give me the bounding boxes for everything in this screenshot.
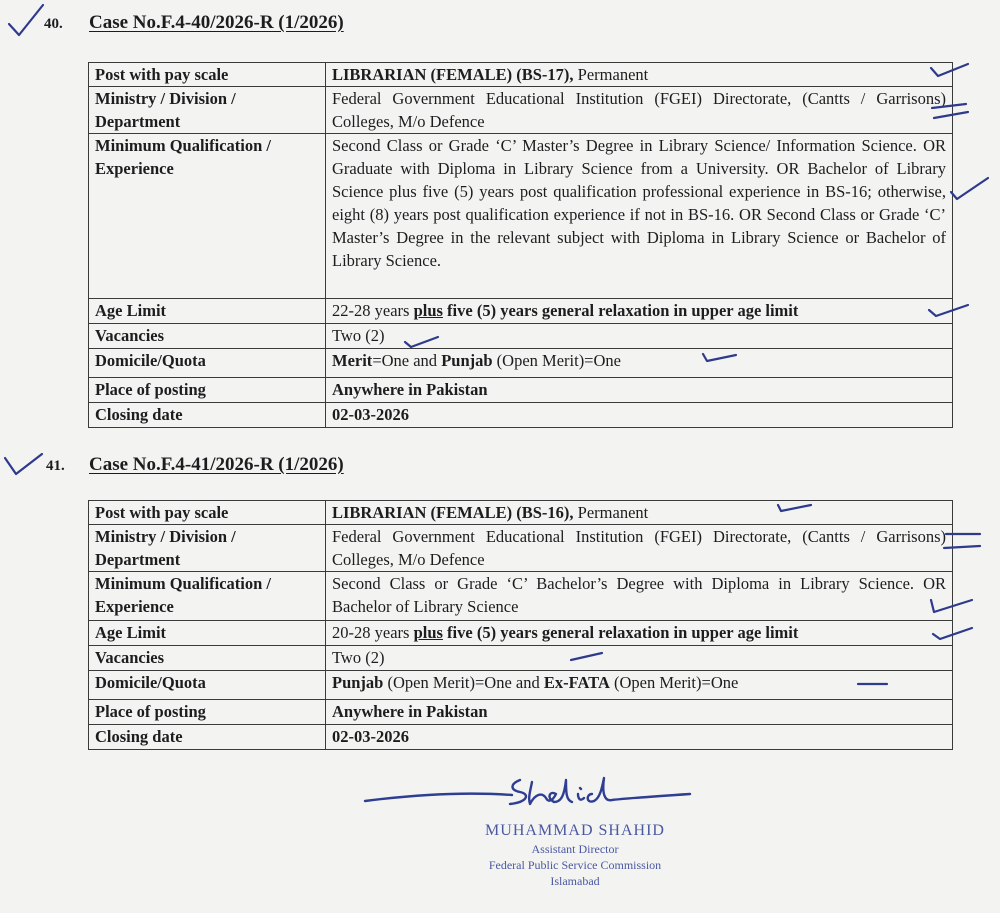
ministry-value: Federal Government Educational Institution (FGEI) Directorate, (Cantts / Garrisons) Colleges, M/o Defence	[326, 87, 953, 134]
stamp-organization: Federal Public Service Commission	[488, 858, 662, 872]
table-row	[89, 63, 953, 87]
case-number: 40.	[44, 16, 63, 32]
checkmark-icon	[930, 624, 976, 644]
qualification-value: Second Class or Grade ‘C’ Master’s Degree in Library Science/ Information Science. OR Graduate with Diploma in Library Science from a University. OR Bachelor of Library Science plus five (5) years post qualification professional experience in BS-16; otherwise, eight (8) years post qualification experience if not in BS-16. OR Second Class or Grade ‘C’ Master’s Degree in the relevant subject with Diploma in Library Science or Bachelor of Library Science.	[326, 134, 953, 299]
table-row	[89, 87, 953, 134]
table-row	[89, 700, 953, 725]
checkmark-icon	[775, 500, 815, 516]
closing-value: 02-03-2026	[326, 725, 953, 750]
vacancies-value: Two (2)	[326, 324, 953, 349]
checkmark-icon	[402, 334, 442, 350]
table-row	[89, 378, 953, 403]
checkmark-icon	[700, 350, 740, 366]
signature	[360, 768, 700, 818]
table-row	[89, 501, 953, 525]
table-row	[89, 725, 953, 750]
ministry-label: Ministry / Division / Department	[89, 525, 326, 572]
table-row	[89, 299, 953, 324]
stamp-designation: Assistant Director	[531, 842, 619, 856]
post-value: LIBRARIAN (FEMALE) (BS-17), Permanent	[326, 63, 953, 87]
checkmark-icon	[928, 60, 972, 80]
checkmark-icon	[2, 450, 46, 480]
table-row	[89, 646, 953, 671]
post-label: Post with pay scale	[89, 63, 326, 87]
age-label: Age Limit	[89, 299, 326, 324]
table-row	[89, 324, 953, 349]
table-row	[89, 403, 953, 428]
closing-label: Closing date	[89, 725, 326, 750]
closing-value: 02-03-2026	[326, 403, 953, 428]
case-table	[88, 62, 953, 428]
case-table	[88, 500, 953, 750]
vacancies-label: Vacancies	[89, 646, 326, 671]
table-row	[89, 349, 953, 378]
age-label: Age Limit	[89, 621, 326, 646]
qualification-value: Second Class or Grade ‘C’ Bachelor’s Degree with Diploma in Library Science. OR Bachelor of Library Science	[326, 572, 953, 621]
post-label: Post with pay scale	[89, 501, 326, 525]
checkmark-icon	[948, 176, 992, 202]
checkmark-icon	[6, 2, 46, 38]
table-row	[89, 134, 953, 299]
posting-label: Place of posting	[89, 378, 326, 403]
checkmark-icon	[928, 100, 972, 124]
post-value: LIBRARIAN (FEMALE) (BS-16), Permanent	[326, 501, 953, 525]
vacancies-value: Two (2)	[326, 646, 953, 671]
qualification-label: Minimum Qualification / Experience	[89, 134, 326, 299]
case-title: Case No.F.4-40/2026-R (1/2026)	[89, 12, 344, 33]
checkmark-icon	[855, 678, 891, 690]
stamp-city: Islamabad	[550, 874, 600, 888]
posting-label: Place of posting	[89, 700, 326, 725]
age-value: 20-28 years plus five (5) years general relaxation in upper age limit	[326, 621, 953, 646]
ministry-label: Ministry / Division / Department	[89, 87, 326, 134]
table-row	[89, 572, 953, 621]
stamp-name: MUHAMMAD SHAHID	[485, 822, 665, 839]
domicile-label: Domicile/Quota	[89, 671, 326, 700]
checkmark-icon	[926, 300, 972, 320]
table-row	[89, 671, 953, 700]
table-row	[89, 621, 953, 646]
domicile-value: Punjab (Open Merit)=One and Ex-FATA (Open Merit)=One	[326, 671, 953, 700]
table-row	[89, 525, 953, 572]
case-title: Case No.F.4-41/2026-R (1/2026)	[89, 454, 344, 475]
case-number: 41.	[46, 458, 65, 474]
domicile-label: Domicile/Quota	[89, 349, 326, 378]
checkmark-icon	[940, 530, 986, 554]
checkmark-icon	[928, 596, 976, 618]
checkmark-icon	[568, 650, 608, 664]
vacancies-label: Vacancies	[89, 324, 326, 349]
ministry-value: Federal Government Educational Institution (FGEI) Directorate, (Cantts / Garrisons) Colleges, M/o Defence	[326, 525, 953, 572]
posting-value: Anywhere in Pakistan	[326, 378, 953, 403]
posting-value: Anywhere in Pakistan	[326, 700, 953, 725]
qualification-label: Minimum Qualification / Experience	[89, 572, 326, 621]
closing-label: Closing date	[89, 403, 326, 428]
age-value: 22-28 years plus five (5) years general relaxation in upper age limit	[326, 299, 953, 324]
domicile-value: Merit=One and Punjab (Open Merit)=One	[326, 349, 953, 378]
